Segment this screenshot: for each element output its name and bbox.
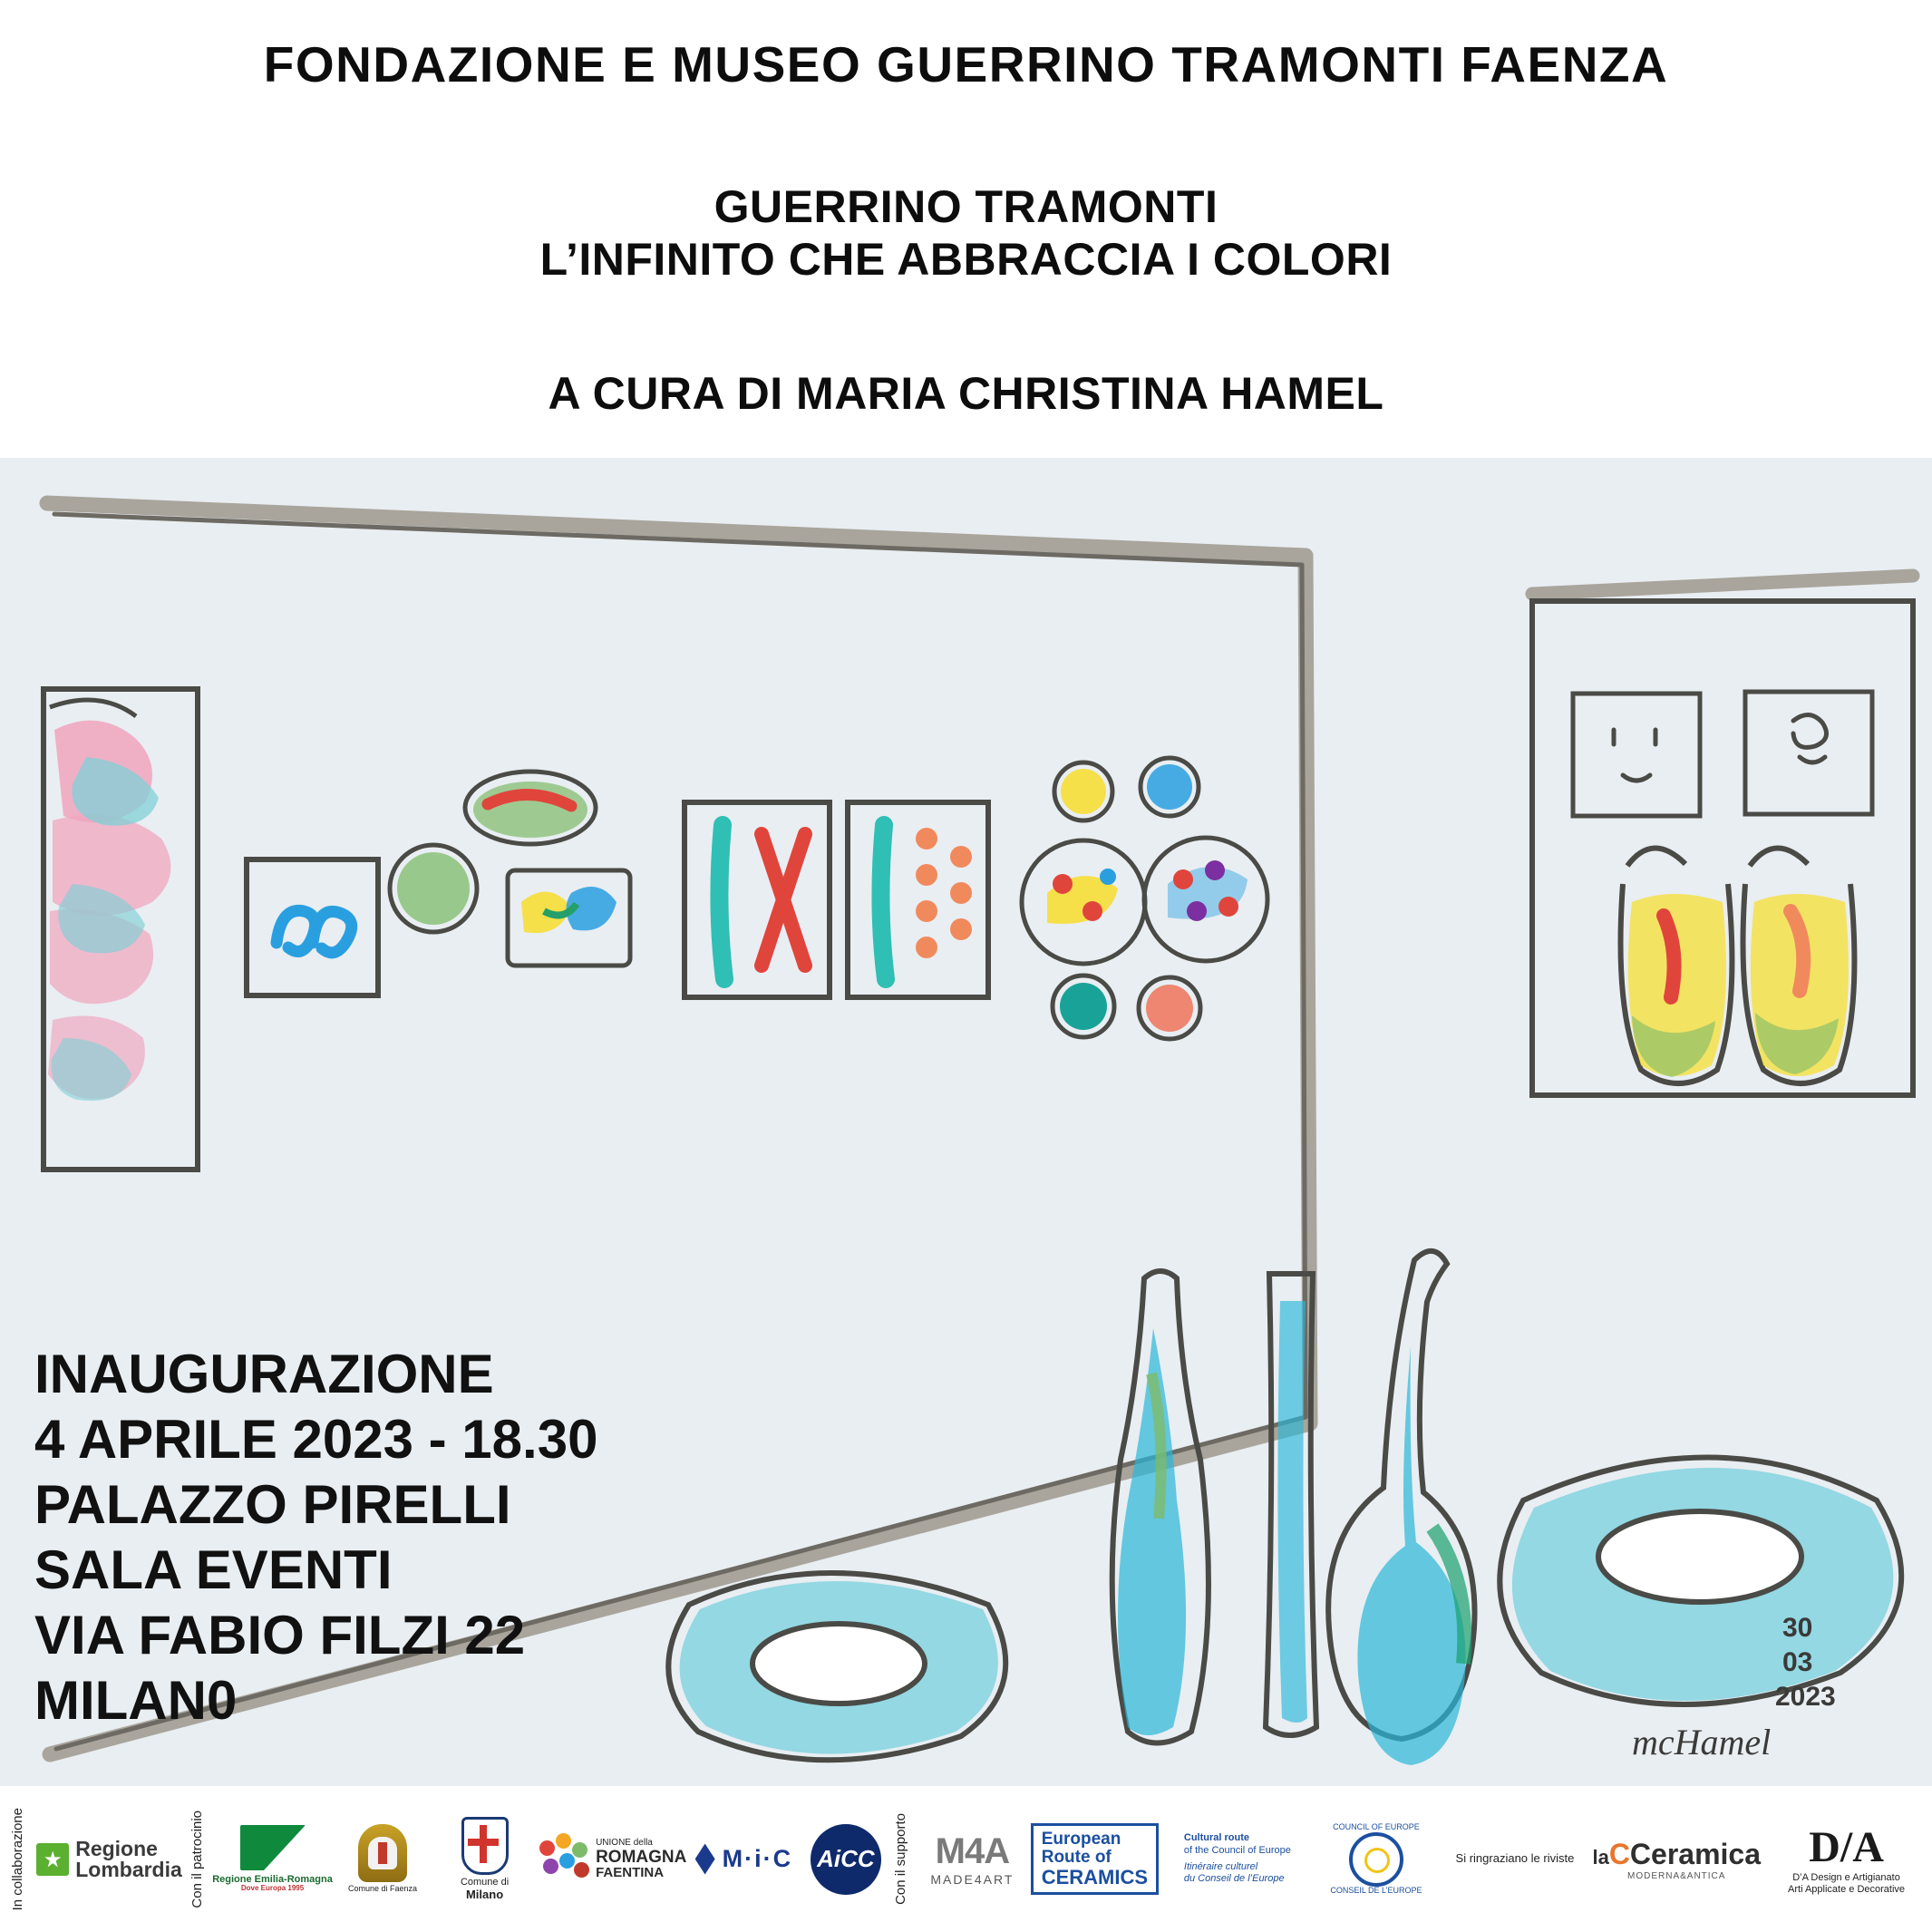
comune-faenza-label: Comune di Faenza (348, 1884, 418, 1894)
faenza-crest-icon (358, 1824, 407, 1882)
cultural-route-line4: du Conseil de l’Europe (1183, 1873, 1285, 1885)
logo-aicc (801, 1791, 890, 1927)
erc-line2: Route of (1041, 1847, 1112, 1867)
poster-header (0, 0, 1932, 453)
made4art-mark (936, 1831, 1009, 1872)
exhibition-title: L’INFINITO CHE ABBRACCIA I COLORI (539, 233, 1393, 285)
cultural-route-line3: Itinéraire culturel (1183, 1860, 1258, 1872)
urf-line1: UNIONE della (596, 1838, 653, 1849)
coe-line1: COUNCIL OF EUROPE (1333, 1822, 1420, 1832)
logo-regione-lombardia (32, 1791, 187, 1927)
institution-title: FONDAZIONE E MUSEO GUERRINO TRAMONTI FAENZA (263, 36, 1669, 92)
logo-unione-romagna-faentina (538, 1791, 686, 1927)
event-line-5: VIA FABIO FILZI 22 (34, 1605, 526, 1665)
logo-made4art (915, 1791, 1029, 1927)
label-collaborazione-text: In collaborazione (10, 1807, 25, 1911)
laceramica-line2: Ceramica (1629, 1837, 1762, 1870)
urf-line2: ROMAGNA (596, 1847, 687, 1867)
event-line-6: MILAN0 (34, 1670, 238, 1731)
label-collaborazione (7, 1791, 32, 1927)
aicc-label: AiCC (811, 1824, 881, 1895)
urf-line3: FAENTINA (596, 1864, 665, 1880)
da-line1: D/A (1809, 1823, 1884, 1872)
logo-regione-emilia-romagna (211, 1791, 334, 1927)
mic-label: M·i·C (722, 1845, 793, 1872)
event-details (34, 1342, 597, 1733)
curator-line: A CURA DI MARIA CHRISTINA HAMEL (548, 367, 1384, 419)
emilia-romagna-mark-icon (240, 1825, 306, 1870)
emilia-romagna-line2: Dove Europa 1995 (240, 1884, 305, 1893)
regione-lombardia-line1: Regione (75, 1836, 158, 1860)
logo-cultural-route-council-europe (1160, 1791, 1315, 1927)
label-patrocinio (187, 1791, 211, 1927)
council-of-europe-stars-icon (1349, 1832, 1403, 1887)
artist-name: GUERRINO TRAMONTI (714, 180, 1218, 232)
logo-european-route-of-ceramics (1029, 1791, 1160, 1927)
logo-council-of-europe (1315, 1791, 1437, 1927)
regione-lombardia-line2: Lombardia (75, 1857, 182, 1881)
logo-d-a-design (1761, 1791, 1932, 1927)
event-line-2: 4 APRILE 2023 - 18.30 (34, 1409, 598, 1470)
laceramica-line1: la (1592, 1845, 1609, 1869)
label-riviste (1437, 1791, 1592, 1927)
mic-diamond-icon (695, 1844, 715, 1875)
svg-text:30: 30 (1782, 1613, 1813, 1643)
logo-la-ceramica: laCCeramica MODERNA&ANTICA (1592, 1837, 1762, 1881)
coe-line2: CONSEIL DE L’EUROPE (1330, 1885, 1422, 1895)
footer-logos (0, 1786, 1932, 1932)
made4art-line1: M4A (935, 1831, 1010, 1871)
label-patrocinio-text: Con il patrocinio (189, 1810, 206, 1908)
da-line2: D’A Design e Artigianato (1792, 1872, 1900, 1884)
comune-milano-line2: Milano (465, 1887, 504, 1901)
logo-comune-di-faenza (334, 1791, 432, 1927)
logo-ministero-cultura (686, 1791, 801, 1927)
erc-line3: CERAMICS (1041, 1865, 1149, 1888)
da-line3: Arti Applicate e Decorative (1788, 1884, 1906, 1895)
svg-text:mcHamel: mcHamel (1632, 1722, 1772, 1762)
label-riviste-text: Si ringraziano le riviste (1455, 1851, 1575, 1866)
emilia-romagna-line1: Regione Emilia-Romagna (212, 1874, 333, 1886)
artwork-illustration (0, 458, 1932, 1786)
svg-text:03: 03 (1782, 1647, 1813, 1677)
urf-dots-icon (538, 1833, 592, 1886)
erc-line1: European (1041, 1830, 1121, 1849)
label-supporto (890, 1791, 915, 1927)
cultural-route-line1: Cultural route (1183, 1832, 1250, 1843)
event-line-4: SALA EVENTI (34, 1539, 393, 1600)
laceramica-line3: MODERNA&ANTICA (1627, 1870, 1726, 1881)
lombardy-rose-icon (36, 1843, 69, 1876)
label-supporto-text: Con il supporto (893, 1813, 909, 1905)
comune-milano-line1: Comune di (460, 1877, 510, 1888)
event-line-3: PALAZZO PIRELLI (34, 1474, 511, 1535)
made4art-line2: MADE4ART (930, 1872, 1015, 1887)
logo-comune-di-milano (432, 1791, 538, 1927)
svg-text:2023: 2023 (1775, 1682, 1836, 1712)
event-line-1: INAUGURAZIONE (34, 1344, 494, 1404)
milano-crest-icon (461, 1817, 509, 1875)
cultural-route-line2: of the Council of Europe (1183, 1844, 1291, 1856)
